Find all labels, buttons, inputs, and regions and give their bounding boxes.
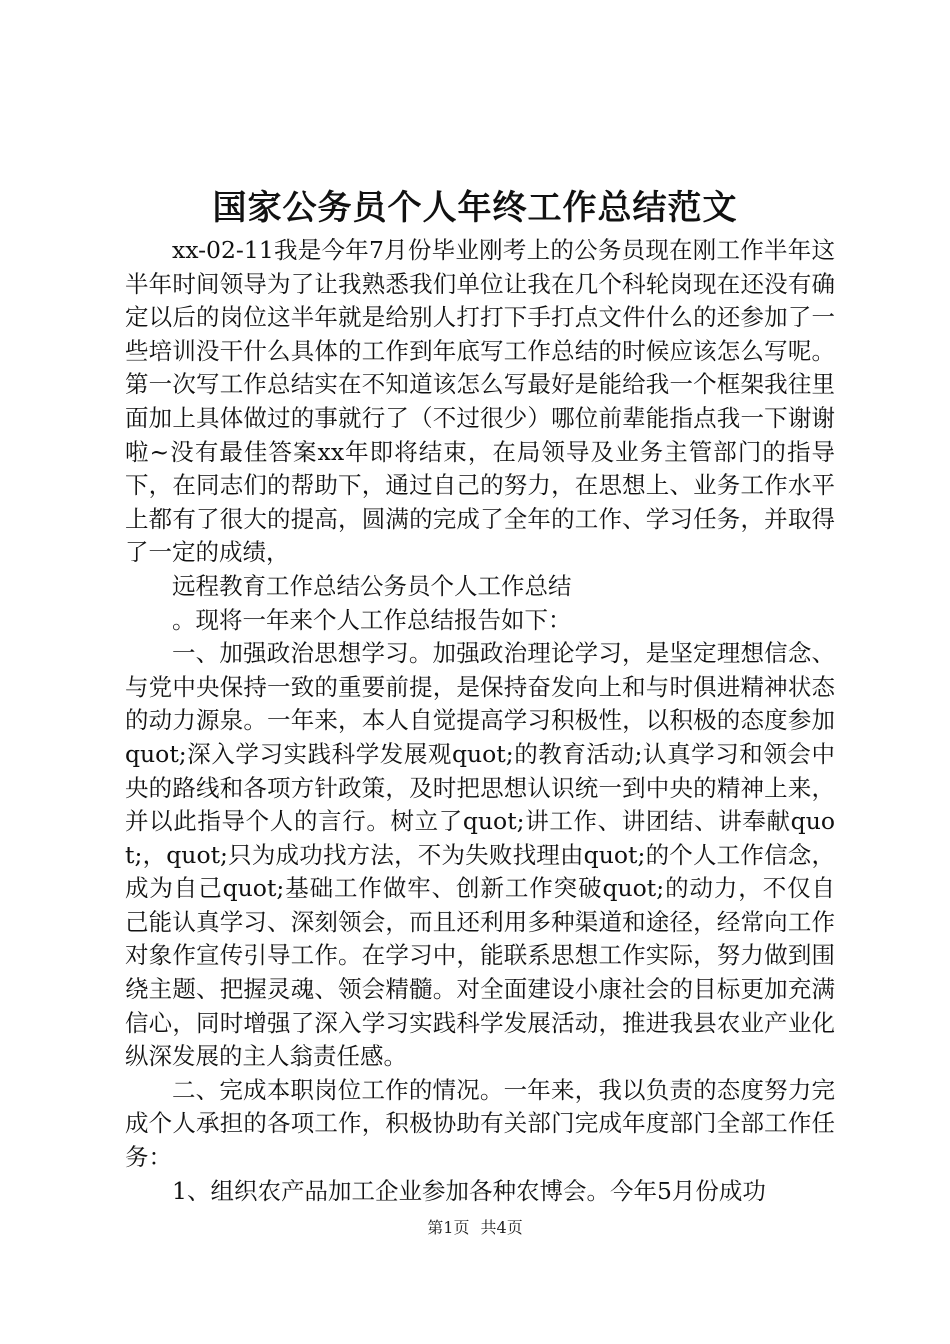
paragraph-section-two: 二、完成本职岗位工作的情况。一年来，我以负责的态度努力完成个人承担的各项工作，积极协助有关部门完成年度部门全部工作任务： (125, 1075, 835, 1172)
paragraph-report-lead: 。现将一年来个人工作总结报告如下： (172, 605, 572, 634)
page-total: 共4页 (480, 1218, 523, 1237)
document-body (125, 234, 835, 1208)
paragraph-subheading: 远程教育工作总结公务员个人工作总结 (172, 571, 572, 600)
page-footer (0, 1217, 950, 1239)
paragraph-intro: xx-02-11我是今年7月份毕业刚考上的公务员现在刚工作半年这半年时间领导为了让我熟悉我们单位让我在几个科轮岗现在还没有确定以后的岗位这半年就是给别人打打下手打点文件什么的还参加了一些培训没干什么具体的工作到年底写工作总结的时候应该怎么写呢。第一次写工作总结实在不知道该怎么写最好是能给我一个框架我往里面加上具体做过的事就行了（不过很少）哪位前辈能指点我一下谢谢啦~没有最佳答案xx年即将结束，在局领导及业务主管部门的指导下，在同志们的帮助下，通过自己的努力，在思想上、业务工作水平上都有了很大的提高，圆满的完成了全年的工作、学习任务，并取得了一定的成绩， (125, 236, 835, 567)
paragraph-section-one: 一、加强政治思想学习。加强政治理论学习，是坚定理想信念、与党中央保持一致的重要前提，是保持奋发向上和与时俱进精神状态的动力源泉。一年来，本人自觉提高学习积极性，以积极的态度参加quot;深入学习实践科学发展观quot;的教育活动;认真学习和领会中央的路线和各项方针政策，及时把思想认识统一到中央的精神上来，并以此指导个人的言行。树立了quot;讲工作、讲团结、讲奉献quot;，quot;只为成功找方法，不为失败找理由quot;的个人工作信念，成为自己quot;基础工作做牢、创新工作突破quot;的动力，不仅自己能认真学习、深刻领会，而且还利用多种渠道和途径，经常向工作对象作宣传引导工作。在学习中，能联系思想工作实际，努力做到围绕主题、把握灵魂、领会精髓。对全面建设小康社会的目标更加充满信心，同时增强了深入学习实践科学发展活动，推进我县农业产业化纵深发展的主人翁责任感。 (125, 639, 835, 1071)
document-title: 国家公务员个人年终工作总结范文 (212, 188, 738, 228)
page-number: 第1页 (427, 1218, 470, 1237)
paragraph-item-one: 1、组织农产品加工企业参加各种农博会。今年5月份成功 (172, 1176, 766, 1205)
